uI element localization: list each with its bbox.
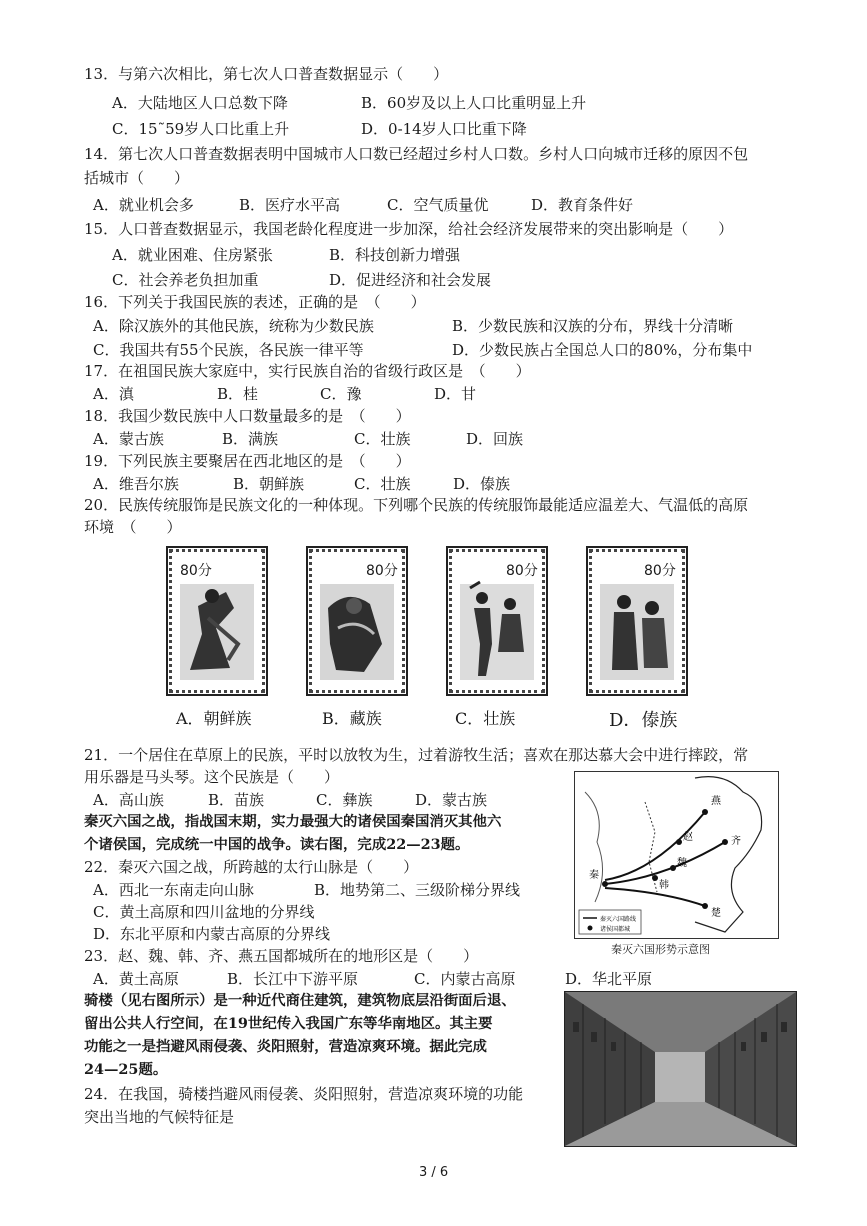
map-label-qin: 秦 [589, 870, 599, 881]
q13-option-d: D．0-14岁人口比重下降 [361, 120, 527, 138]
stamp-d-denomination: 80分 [642, 560, 678, 580]
question-23-stem: 23．赵、魏、韩、齐、燕五国都城所在的地形区是（ ） [84, 947, 479, 965]
q22-option-b: B．地势第二、三级阶梯分界线 [314, 881, 521, 899]
q14-option-b: B．医疗水平高 [239, 196, 341, 214]
q15-option-b: B．科技创新力增强 [329, 246, 461, 264]
q18-option-d: D．回族 [466, 430, 524, 448]
q18-option-b: B．满族 [222, 430, 279, 448]
map-legend-capital: 诸侯国都城 [600, 926, 631, 933]
q20-option-a: A．朝鲜族 [176, 709, 252, 728]
stamp-b-denomination: 80分 [364, 560, 400, 580]
q13-option-a: A．大陆地区人口总数下降 [112, 94, 288, 112]
map-label-wei: 魏 [677, 858, 687, 869]
q15-option-c: C．社会养老负担加重 [112, 271, 259, 289]
q20-option-d: D．傣族 [609, 710, 678, 731]
q19-option-b: B．朝鲜族 [233, 475, 305, 493]
q13-option-b: B．60岁及以上人口比重明显上升 [361, 94, 587, 112]
q23-option-b: B．长江中下游平原 [227, 970, 359, 988]
q16-option-b: B．少数民族和汉族的分布，界线十分清晰 [452, 317, 734, 335]
stamp-c-denomination: 80分 [504, 560, 540, 580]
question-19-stem: 19．下列民族主要聚居在西北地区的是 （ ） [84, 452, 411, 470]
q13-option-c: C．15˜59岁人口比重上升 [112, 120, 290, 138]
q19-option-d: D．傣族 [453, 475, 511, 493]
question-20-stem-cont: 环境 （ ） [84, 518, 182, 536]
q20-option-b: B．藏族 [322, 709, 382, 728]
stamp-b-image [306, 546, 408, 696]
q22-option-a: A．西北一东南走向山脉 [93, 881, 254, 899]
map-legend-route: 秦灭六国路线 [600, 916, 637, 923]
material-qilou-line2: 留出公共人行空间，在19世纪传入我国广东等华南地区。其主要 [84, 1015, 493, 1032]
q17-option-d: D．甘 [434, 385, 477, 403]
question-24-stem: 24．在我国，骑楼挡避风雨侵袭、炎阳照射，营造凉爽环境的功能 [84, 1085, 524, 1103]
question-18-stem: 18．我国少数民族中人口数量最多的是 （ ） [84, 407, 411, 425]
stamp-a-image [166, 546, 268, 696]
question-20-stem: 20．民族传统服饰是民族文化的一种体现。下列哪个民族的传统服饰最能适应温差大、气温低的高原 [84, 496, 749, 514]
question-21-stem: 21．一个居住在草原上的民族，平时以放牧为生，过着游牧生活；喜欢在那达慕大会中进行摔跤，常 [84, 746, 749, 764]
material-qilou-line4: 24—25题。 [84, 1061, 168, 1078]
question-15-stem: 15．人口普查数据显示，我国老龄化程度进一步加深，给社会经济发展带来的突出影响是（ ） [84, 220, 734, 238]
q14-option-c: C．空气质量优 [387, 196, 489, 214]
question-17-stem: 17．在祖国民族大家庭中，实行民族自治的省级行政区是 （ ） [84, 362, 531, 380]
q22-option-d: D．东北平原和内蒙古高原的分界线 [93, 925, 331, 943]
q21-option-b: B．苗族 [208, 791, 265, 809]
q19-option-c: C．壮族 [354, 475, 411, 493]
stamp-c-image [446, 546, 548, 696]
q18-option-a: A．蒙古族 [93, 430, 164, 448]
q18-option-c: C．壮族 [354, 430, 411, 448]
q14-option-a: A．就业机会多 [93, 196, 194, 214]
stamp-a-denomination: 80分 [178, 560, 214, 580]
q21-option-a: A．高山族 [93, 791, 164, 809]
material-qin-line2: 个诸侯国，完成统一中国的战争。读右图，完成22—23题。 [84, 836, 470, 853]
qin-map-figure [574, 771, 779, 939]
map-label-chu: 楚 [711, 908, 721, 919]
q20-option-c: C．壮族 [455, 709, 516, 728]
q16-option-c: C．我国共有55个民族，各民族一律平等 [93, 341, 364, 359]
q15-option-a: A．就业困难、住房紧张 [112, 246, 273, 264]
q16-option-a: A．除汉族外的其他民族，统称为少数民族 [93, 317, 374, 335]
q23-option-d: D．华北平原 [565, 970, 653, 988]
question-14-stem-cont: 括城市（ ） [84, 169, 190, 187]
material-qilou-line3: 功能之一是挡避风雨侵袭、炎阳照射，营造凉爽环境。据此完成 [84, 1038, 487, 1055]
question-24-stem-cont: 突出当地的气候特征是 [84, 1108, 235, 1126]
q16-option-d: D．少数民族占全国总人口的80%，分布集中 [452, 341, 753, 359]
q23-option-c: C．内蒙古高原 [414, 970, 516, 988]
stamp-d-image [586, 546, 688, 696]
map-caption: 秦灭六国形势示意图 [611, 943, 710, 956]
q19-option-a: A．维吾尔族 [93, 475, 179, 493]
map-label-qi: 齐 [731, 836, 741, 847]
question-16-stem: 16．下列关于我国民族的表述，正确的是 （ ） [84, 293, 426, 311]
map-label-zhao: 赵 [683, 832, 693, 843]
map-label-han: 韩 [659, 880, 669, 891]
material-qin-line1: 秦灭六国之战，指战国末期，实力最强大的诸侯国秦国消灭其他六 [84, 813, 502, 830]
q21-option-d: D．蒙古族 [415, 791, 488, 809]
q15-option-d: D．促进经济和社会发展 [329, 271, 492, 289]
q21-option-c: C．彝族 [316, 791, 373, 809]
qilou-photo [564, 991, 797, 1147]
q14-option-d: D．教育条件好 [531, 196, 634, 214]
q22-option-c: C．黄土高原和四川盆地的分界线 [93, 903, 315, 921]
question-14-stem: 14．第七次人口普查数据表明中国城市人口数已经超过乡村人口数。乡村人口向城市迁移的原因不包 [84, 145, 749, 163]
page-number: 3 / 6 [419, 1165, 449, 1180]
q17-option-b: B．桂 [217, 385, 259, 403]
q17-option-c: C．豫 [320, 385, 362, 403]
question-22-stem: 22．秦灭六国之战，所跨越的太行山脉是（ ） [84, 858, 419, 876]
question-13-stem: 13．与第六次相比，第七次人口普查数据显示（ ） [84, 65, 449, 83]
qin-map-drawing [575, 772, 778, 938]
material-qilou-line1: 骑楼（见右图所示）是一种近代商住建筑，建筑物底层沿街面后退、 [84, 992, 516, 1009]
q23-option-a: A．黄土高原 [93, 970, 179, 988]
question-21-stem-cont: 用乐器是马头琴。这个民族是（ ） [84, 768, 340, 786]
q17-option-a: A．滇 [93, 385, 134, 403]
map-label-yan: 燕 [711, 796, 721, 807]
